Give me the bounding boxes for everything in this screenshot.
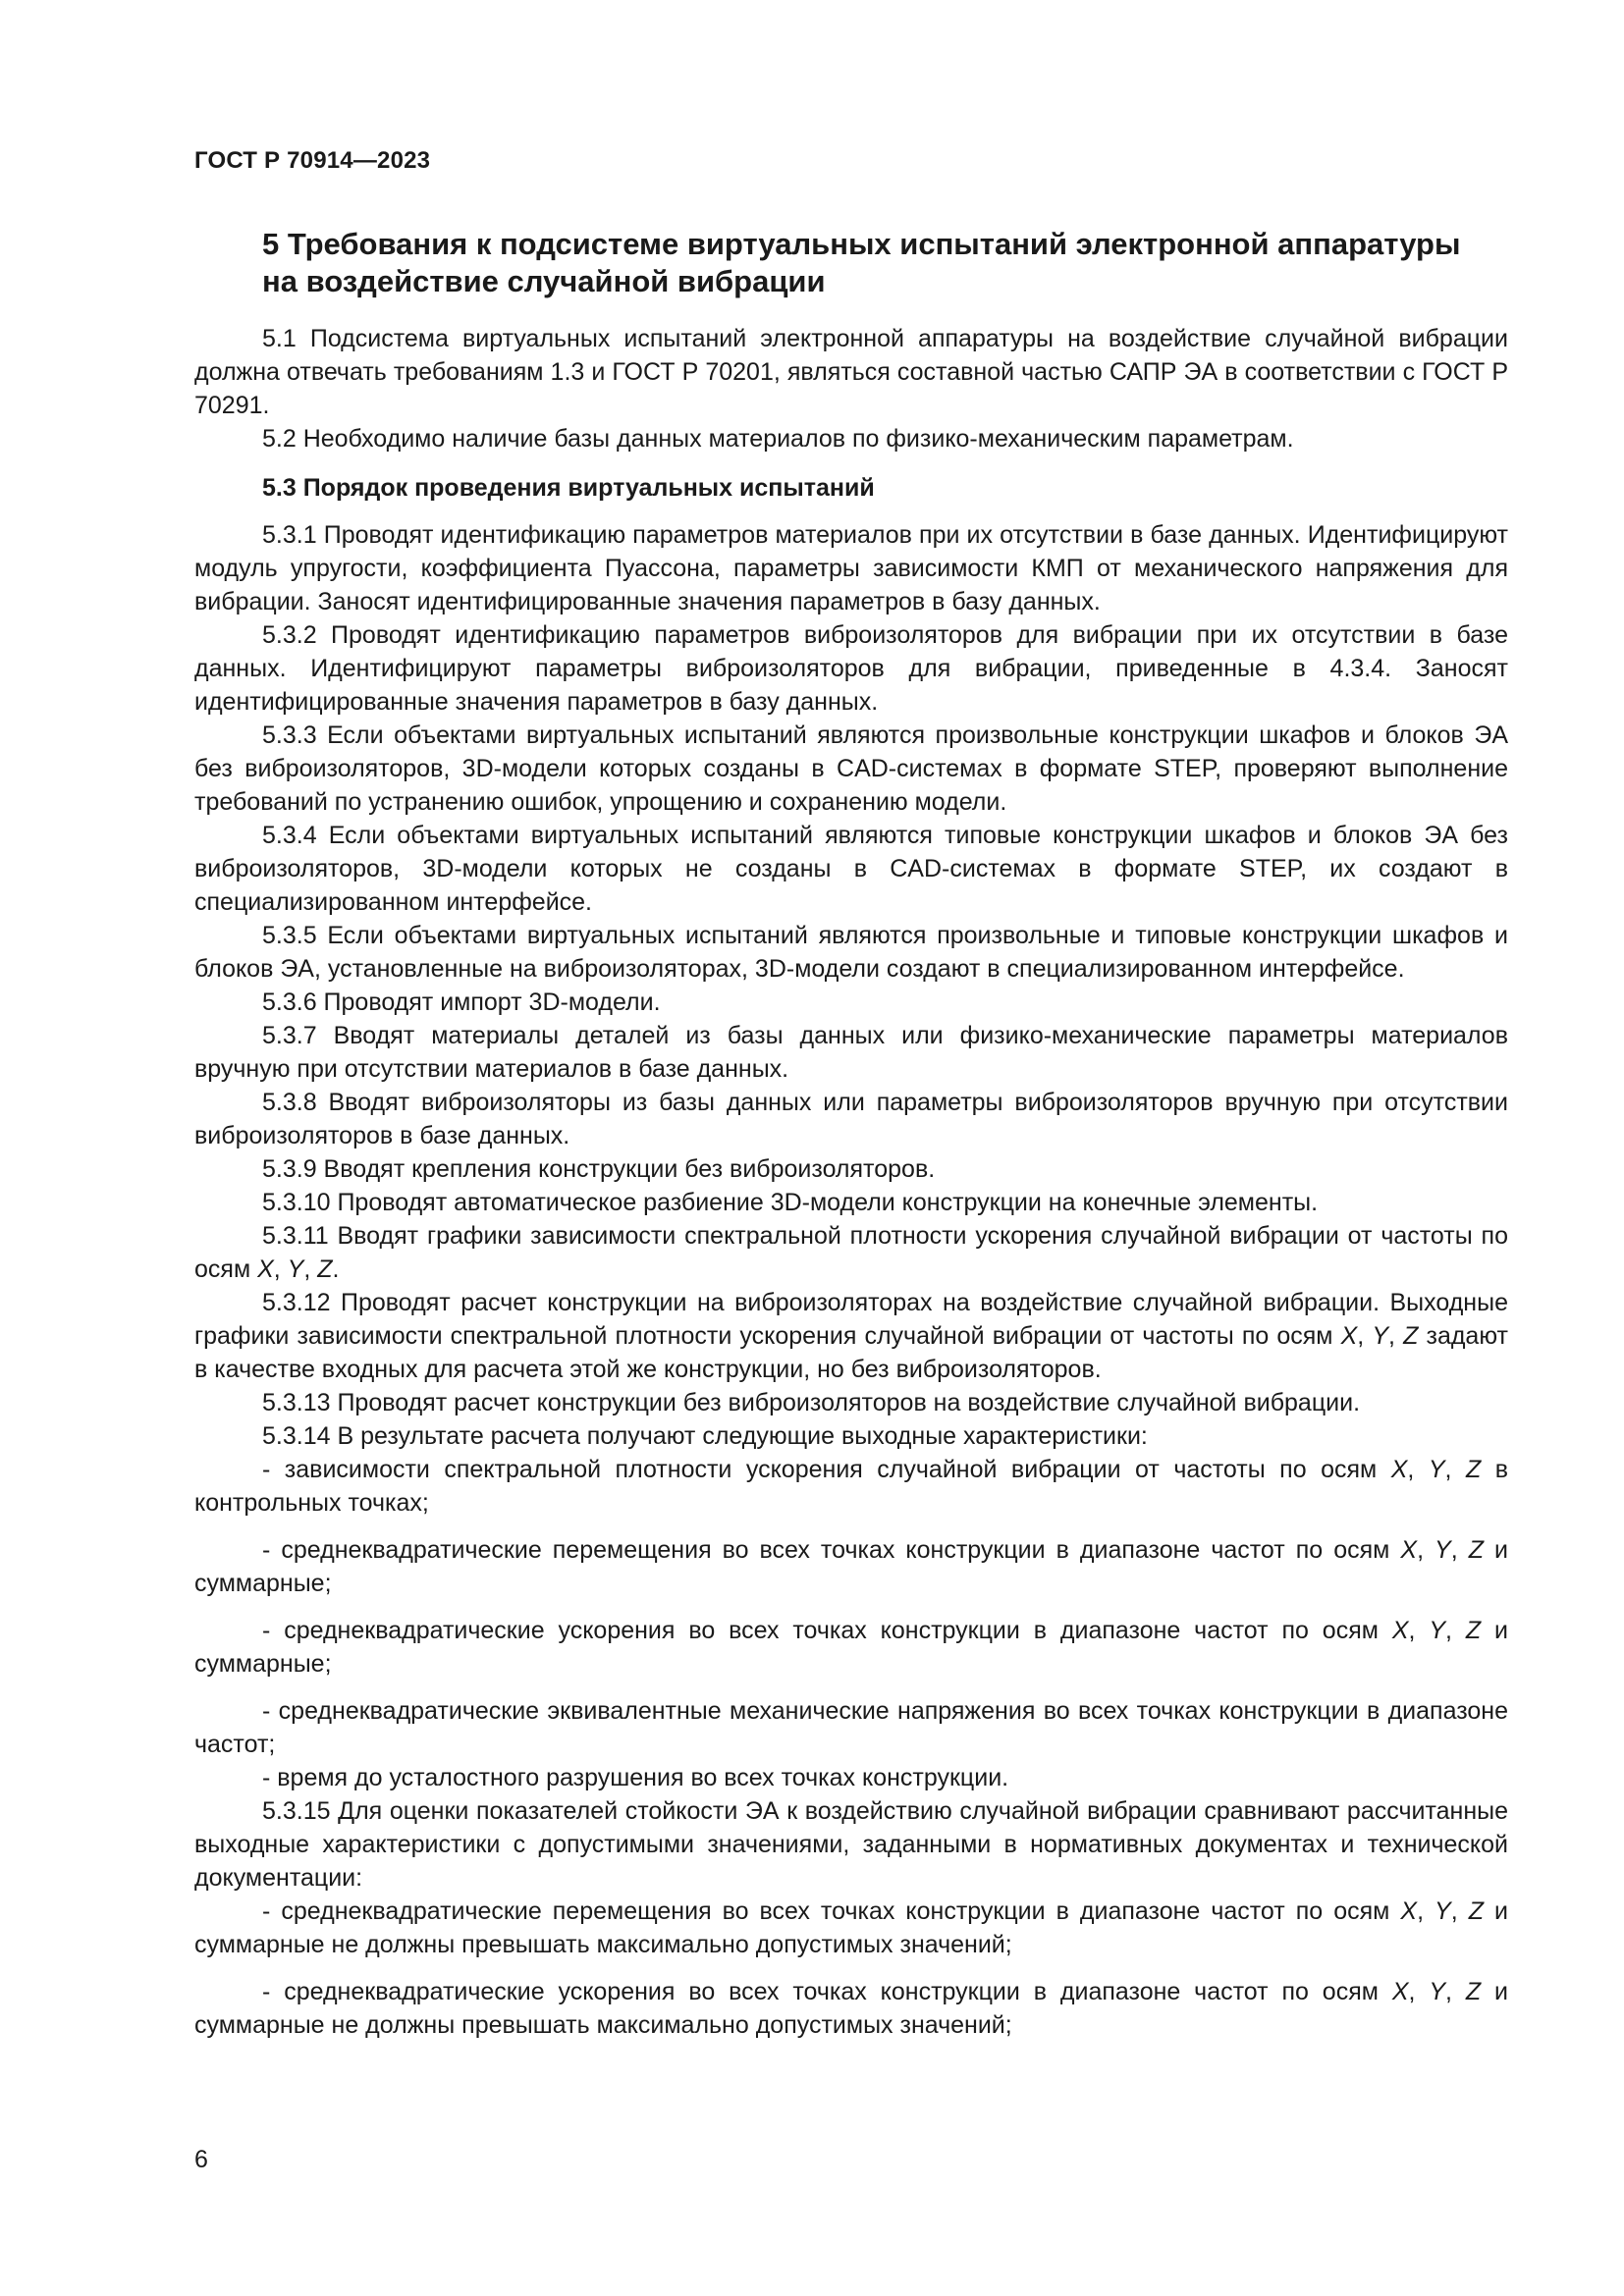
paragraph-5-3-12 [194,1286,1508,1386]
list-item-text: - среднеквадратические ускорения во всех точках конструкции в диапазоне частот по осям [262,1617,1392,1644]
period: . [332,1255,340,1283]
list-item-tail: и суммарные; [194,1617,1508,1678]
separator: , [1357,1322,1373,1350]
paragraph-5-3-14: 5.3.14 В результате расчета получают следующие выходные характеристики: [262,1422,1148,1450]
list-item-text: - среднеквадратические ускорения во всех точках конструкции в диапазоне частот по осям [262,1978,1392,2005]
paragraph-5-3-4: 5.3.4 Если объектами виртуальных испытаний являются типовые конструкции шкафов и блоков ЭА без виброизоляторов, 3D-модели которых не созданы в CAD-системах в формате STEP, их создают в специализированном интерфейсе. [194,822,1508,916]
axis-z: Z [1468,1536,1484,1564]
paragraph-5-3-9: 5.3.9 Вводят крепления конструкции без виброизоляторов. [262,1155,936,1183]
separator: , [273,1255,288,1283]
paragraph-5-2: 5.2 Необходимо наличие базы данных материалов по физико-механическим параметрам. [262,425,1294,453]
separator: , [1444,1456,1466,1483]
separator: , [1417,1897,1435,1925]
separator: , [1445,1978,1466,2005]
paragraph-5-3-12-text: 5.3.12 Проводят расчет конструкции на виброизоляторах на воздействие случайной вибрации. Выходные графики зависимости спектральной плотности ускорения случайной вибрации от частоты по осям [194,1289,1508,1350]
paragraph-5-3-15: 5.3.15 Для оценки показателей стойкости ЭА к воздействию случайной вибрации сравнивают рассчитанные выходные характеристики с допустимыми значениями, заданными в нормативных документах и технической документации: [194,1797,1508,1892]
paragraph-5-3-11-text: 5.3.11 Вводят графики зависимости спектральной плотности ускорения случайной вибрации от частоты по осям [194,1222,1508,1283]
list-item [194,1895,1508,1961]
list-item [194,1453,1508,1520]
axis-z: Z [1403,1322,1419,1350]
separator: , [1417,1536,1435,1564]
separator: , [303,1255,318,1283]
paragraph-5-3-3: 5.3.3 Если объектами виртуальных испытаний являются произвольные конструкции шкафов и блоков ЭА без виброизоляторов, 3D-модели которых созданы в CAD-системах в формате STEP, проверяют выполнение требований по устранению ошибок, упрощению и сохранению модели. [194,721,1508,816]
separator: , [1408,1617,1430,1644]
axis-x: X [1400,1897,1418,1925]
separator: , [1407,1456,1429,1483]
axis-x: X [257,1255,274,1283]
axis-y: Y [1435,1536,1451,1564]
axis-z: Z [1468,1897,1484,1925]
list-item-text: - среднеквадратические перемещения во всех точках конструкции в диапазоне частот по осям [262,1536,1401,1564]
axis-z: Z [317,1255,333,1283]
axis-z: Z [1465,1978,1482,2005]
axis-x: X [1340,1322,1358,1350]
list-item-tail: и суммарные не должны превышать максимально допустимых значений; [194,1978,1508,2039]
axis-x: X [1391,1978,1409,2005]
list-item-tail: и суммарные; [194,1536,1508,1597]
separator: , [1445,1617,1466,1644]
paragraph-5-3-12-tail: задают в качестве входных для расчета этой же конструкции, но без виброизоляторов. [194,1322,1508,1383]
subheading-5-3: 5.3 Порядок проведения виртуальных испытаний [262,474,875,502]
axis-x: X [1390,1456,1408,1483]
axis-y: Y [1435,1897,1451,1925]
paragraph-5-3-7: 5.3.7 Вводят материалы деталей из базы данных или физико-механические параметры материалов вручную при отсутствии материалов в базе данных. [194,1022,1508,1083]
paragraph-5-3-11 [194,1219,1508,1286]
separator: , [1388,1322,1404,1350]
separator: , [1450,1897,1469,1925]
paragraph-5-3-5: 5.3.5 Если объектами виртуальных испытаний являются произвольные и типовые конструкции шкафов и блоков ЭА, установленные на виброизоляторах, 3D-модели создают в специализированном интерфейсе. [194,922,1508,983]
axis-x: X [1391,1617,1409,1644]
list-item [194,1533,1508,1600]
section-title: 5 Требования к подсистеме виртуальных испытаний электронной аппаратуры на воздействие случайной вибрации [262,227,1461,298]
axis-z: Z [1465,1617,1482,1644]
axis-z: Z [1465,1456,1482,1483]
axis-y: Y [287,1255,304,1283]
page-number: 6 [194,2146,208,2173]
axis-y: Y [1372,1322,1389,1350]
separator: , [1450,1536,1469,1564]
paragraph-5-3-8: 5.3.8 Вводят виброизоляторы из базы данных или параметры виброизоляторов вручную при отсутствии виброизоляторов в базе данных. [194,1089,1508,1149]
list-item [194,1614,1508,1681]
list-item-text: - зависимости спектральной плотности ускорения случайной вибрации от частоты по осям [262,1456,1391,1483]
paragraph-5-3-2: 5.3.2 Проводят идентификацию параметров виброизоляторов для вибрации при их отсутствии в базе данных. Идентифицируют параметры виброизоляторов для вибрации, приведенные в 4.3.4. Заносят идентифицированные значения параметров в базу данных. [194,621,1508,716]
axis-y: Y [1428,1456,1445,1483]
paragraph-5-3-1: 5.3.1 Проводят идентификацию параметров материалов при их отсутствии в базе данных. Идентифицируют модуль упругости, коэффициента Пуассона, параметры зависимости КМП от механического напряжения для вибрации. Заносят идентифицированные значения параметров в базу данных. [194,521,1508,615]
axis-y: Y [1429,1978,1446,2005]
document-id-header: ГОСТ Р 70914—2023 [194,147,431,174]
paragraph-5-3-13: 5.3.13 Проводят расчет конструкции без виброизоляторов на воздействие случайной вибрации. [262,1389,1361,1416]
list-item [194,1975,1508,2042]
paragraph-5-3-10: 5.3.10 Проводят автоматическое разбиение 3D-модели конструкции на конечные элементы. [262,1189,1319,1216]
list-item: - среднеквадратические эквивалентные механические напряжения во всех точках конструкции в диапазоне частот; [194,1697,1508,1758]
list-item: - время до усталостного разрушения во всех точках конструкции. [262,1764,1009,1791]
paragraph-5-1: 5.1 Подсистема виртуальных испытаний электронной аппаратуры на воздействие случайной вибрации должна отвечать требованиям 1.3 и ГОСТ Р 70201, являться составной частью САПР ЭА в соответствии с ГОСТ Р 70291. [194,325,1508,419]
axis-y: Y [1429,1617,1446,1644]
axis-x: X [1400,1536,1418,1564]
list-item-tail: в контрольных точках; [194,1456,1508,1517]
list-item-tail: и суммарные не должны превышать максимально допустимых значений; [194,1897,1508,1958]
paragraph-5-3-6: 5.3.6 Проводят импорт 3D-модели. [262,988,661,1016]
document-body [194,322,1508,2042]
separator: , [1408,1978,1430,2005]
list-item-text: - среднеквадратические перемещения во всех точках конструкции в диапазоне частот по осям [262,1897,1401,1925]
